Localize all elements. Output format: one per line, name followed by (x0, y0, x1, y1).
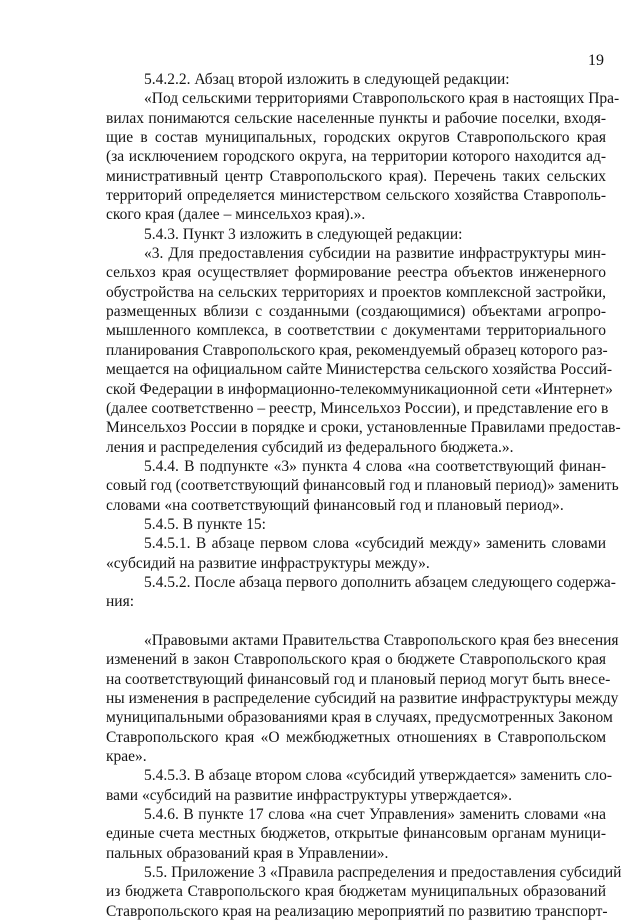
text-line: 5.4.2.2. Абзац второй изложить в следующей редакции: (144, 71, 510, 88)
document-body (106, 70, 622, 921)
text-line: планирования Ставропольского края, рекомендуемый образец которого раз- (106, 341, 608, 359)
text-line: размещенных вблизи с созданными (создающимися) объектами агропро- (106, 303, 606, 321)
text-line: 5.4.5.2. После абзаца первого дополнить абзацем следующего содержа- (144, 573, 616, 591)
text-line: изменений в закон Ставропольского края о бюджете Ставропольского края (106, 651, 606, 669)
text-line: совый год (соответствующий финансовый год и плановый период)» заменить (106, 477, 619, 495)
text-line: ской Федерации в информационно-телекоммуникационной сети «Интернет» (106, 380, 613, 398)
text-line: словами «на соответствующий финансовый год и плановый период». (106, 496, 564, 514)
text-line: Минсельхоз России в порядке и сроки, установленные Правилами предостав- (106, 419, 621, 437)
text-line: «Под сельскими территориями Ставропольского края в настоящих Пра- (144, 90, 620, 108)
text-line: 5.4.6. В пункте 17 слова «на счет Управления» заменить словами «на (144, 806, 606, 824)
text-line: ны изменения в распределение субсидий на развитие инфраструктуры между (106, 690, 619, 707)
text-line: 5.5. Приложение 3 «Правила распределения и предоставления субсидий (144, 864, 622, 882)
text-line (106, 612, 606, 631)
text-line: пальных образований края в Управлении». (106, 844, 389, 862)
text-line: обустройства на сельских территориях и проектов комплексной застройки, (106, 283, 606, 301)
text-line: Ставропольского края «О межбюджетных отношениях в Ставропольском (106, 728, 606, 746)
text-line: вами «субсидий на развитие инфраструктуры утверждается». (106, 786, 513, 804)
text-line: ления и распределения субсидий из федерального бюджета.». (106, 438, 514, 456)
text-line: (далее соответственно – реестр, Минсельхоз России), и представление его в (106, 399, 609, 417)
text-line: министративный центр Ставропольского края). Перечень таких сельских (106, 167, 606, 185)
text-line: «субсидий на развитие инфраструктуры между». (106, 554, 430, 572)
text-line: муниципальными образованиями края в случаях, предусмотренных Законом (106, 709, 613, 727)
text-line: Ставропольского края на реализацию мероприятий по развитию транспорт- (106, 902, 608, 920)
text-line: 5.4.5.3. В абзаце втором слова «субсидий утверждается» заменить сло- (144, 767, 613, 785)
text-line: мышленного комплекса, в соответствии с документами территориального (106, 322, 606, 340)
text-line: на соответствующий финансовый год и плановый период могут быть внесе- (106, 670, 611, 688)
text-line: ния: (106, 593, 135, 611)
text-line: из бюджета Ставропольского края бюджетам муниципальных образований (106, 883, 606, 901)
text-line: единые счета местных бюджетов, открытые финансовым органам муници- (106, 825, 606, 843)
text-line: 5.4.5.1. В абзаце первом слова «субсидий между» заменить словами (144, 535, 606, 553)
text-line: крае». (106, 748, 147, 766)
text-line: «3. Для предоставления субсидии на развитие инфраструктуры мин- (144, 245, 606, 263)
text-line: ского края (далее – минсельхоз края).». (106, 206, 366, 224)
text-line: щие в состав муниципальных, городских округов Ставропольского края (106, 129, 606, 147)
text-line: вилах понимаются сельские населенные пункты и рабочие поселки, входя- (106, 109, 606, 127)
text-line: сельхоз края осуществляет формирование реестра объектов инженерного (106, 264, 606, 282)
page-number: 19 (588, 52, 604, 69)
text-line: 5.4.5. В пункте 15: (144, 515, 266, 533)
text-line: 5.4.3. Пункт 3 изложить в следующей редакции: (144, 225, 463, 243)
text-line: (за исключением городского округа, на территории которого находится ад- (106, 148, 606, 166)
text-line: 5.4.4. В подпункте «3» пункта 4 слова «на соответствующий финан- (144, 457, 606, 475)
text-line: «Правовыми актами Правительства Ставропольского края без внесения (144, 631, 619, 649)
text-line: мещается на официальном сайте Министерства сельского хозяйства Россий- (106, 361, 613, 379)
text-line: территорий определяется министерством сельского хозяйства Ставрополь- (106, 187, 606, 205)
